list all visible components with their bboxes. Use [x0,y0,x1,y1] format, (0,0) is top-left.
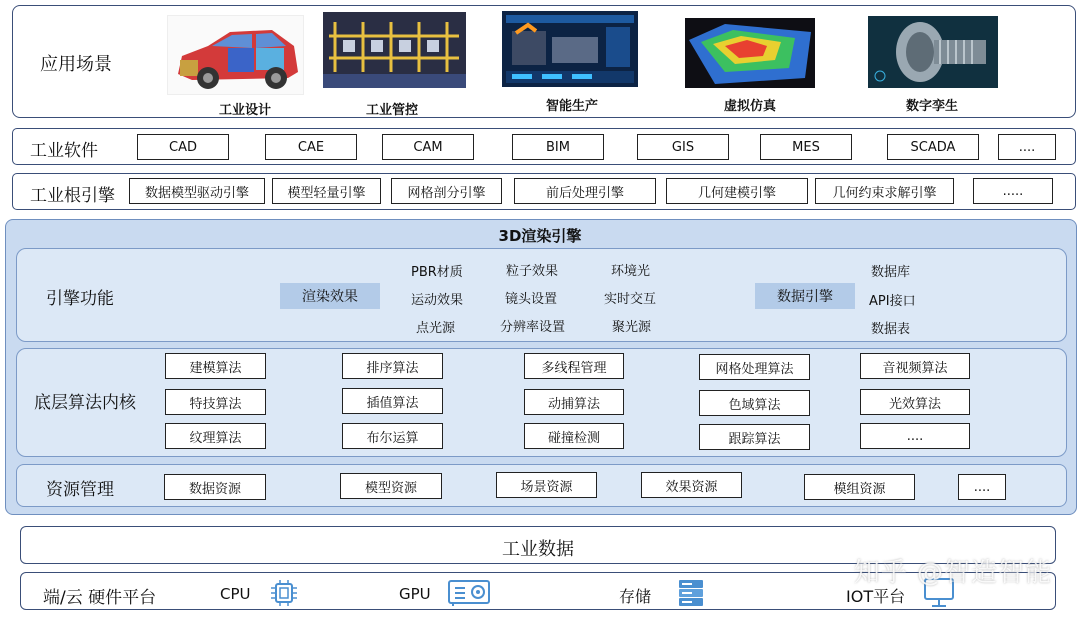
data-engine-tag: 数据引擎 [755,283,855,309]
software-cam: CAM [382,134,474,160]
algo-motion-capture: 动捕算法 [524,389,624,415]
effect-spot-light: 聚光源 [612,320,652,335]
software-cae: CAE [265,134,357,160]
root-engine-label: 工业根引擎 [30,186,115,206]
algo-light-effect: 光效算法 [860,389,970,415]
algo-collision: 碰撞检测 [524,423,624,449]
data-item-database: 数据库 [871,265,911,280]
engine-pre-post-processing: 前后处理引擎 [514,178,656,204]
engine-more: ..... [973,178,1053,204]
caption-virtual-simulation: 虚拟仿真 [723,99,776,114]
effect-camera-setting: 镜头设置 [505,292,558,307]
resource-module: 模组资源 [804,474,915,500]
engine-model-lightweight: 模型轻量引擎 [272,178,381,204]
effect-realtime-interaction: 实时交互 [604,292,657,307]
engine-constraint-solver: 几何约束求解引擎 [815,178,954,204]
algo-interpolation: 插值算法 [342,388,443,414]
algo-more: .... [860,423,970,449]
watermark: 知乎 @智造智能 [853,558,1052,588]
engine-data-model-driven: 数据模型驱动引擎 [129,178,265,204]
caption-smart-production: 智能生产 [545,99,598,114]
resource-more: .... [958,474,1006,500]
resource-management-label: 资源管理 [46,480,114,500]
effect-particle: 粒子效果 [506,264,559,279]
resource-effect: 效果资源 [641,472,742,498]
application-scenarios-label: 应用场景 [40,54,112,75]
turbine-engine-image [868,16,998,88]
storage-server-icon [676,578,706,612]
resource-scene: 场景资源 [496,472,597,498]
algo-mesh-processing: 网格处理算法 [699,354,810,380]
resource-data: 数据资源 [164,474,266,500]
algo-modeling: 建模算法 [165,353,266,379]
algo-boolean: 布尔运算 [342,423,443,449]
effect-point-light: 点光源 [416,321,456,336]
caption-industrial-control: 工业管控 [365,103,418,118]
industrial-software-label: 工业软件 [30,141,98,161]
engine-mesh-partition: 网格剖分引擎 [391,178,502,204]
data-item-table: 数据表 [871,322,911,337]
effect-pbr-material: PBR材质 [411,265,463,280]
resource-model: 模型资源 [340,473,442,499]
algorithm-kernel-label: 底层算法内核 [34,393,136,413]
hardware-platform-label: 端/云 硬件平台 [43,588,157,608]
algo-tracking: 跟踪算法 [699,424,810,450]
engine-functions-label: 引擎功能 [46,289,114,309]
software-scada: SCADA [887,134,979,160]
algo-sorting: 排序算法 [342,353,443,379]
effect-ambient-light: 环境光 [611,264,651,279]
hw-gpu-label: GPU [399,585,431,603]
caption-industrial-design: 工业设计 [218,103,271,118]
render-engine-title: 3D渲染引擎 [498,227,582,245]
data-item-api: API接口 [869,294,916,309]
render-effect-tag: 渲染效果 [280,283,380,309]
factory-layout-image [323,12,466,88]
car-model-image [167,15,304,95]
software-bim: BIM [512,134,604,160]
effect-resolution-setting: 分辨率设置 [500,320,566,335]
algo-audio-video: 音视频算法 [860,353,970,379]
caption-digital-twin: 数字孪生 [905,99,958,114]
hw-storage-label: 存储 [619,587,652,606]
software-more: .... [998,134,1056,160]
algo-color-gamut: 色域算法 [699,390,810,416]
effect-motion: 运动效果 [411,293,464,308]
cpu-chip-icon [269,579,299,611]
algo-multithread: 多线程管理 [524,353,624,379]
software-gis: GIS [637,134,729,160]
software-mes: MES [760,134,852,160]
hw-cpu-label: CPU [220,585,251,603]
software-cad: CAD [137,134,229,160]
terrain-simulation-image [685,18,815,88]
gpu-card-icon [447,579,491,611]
algo-special-effects: 特技算法 [165,389,266,415]
hw-iot-label: IOT平台 [846,587,906,606]
industrial-data-label: 工业数据 [502,539,574,560]
production-line-image [502,11,638,87]
algo-texture: 纹理算法 [165,423,266,449]
engine-geometry-modeling: 几何建模引擎 [666,178,808,204]
